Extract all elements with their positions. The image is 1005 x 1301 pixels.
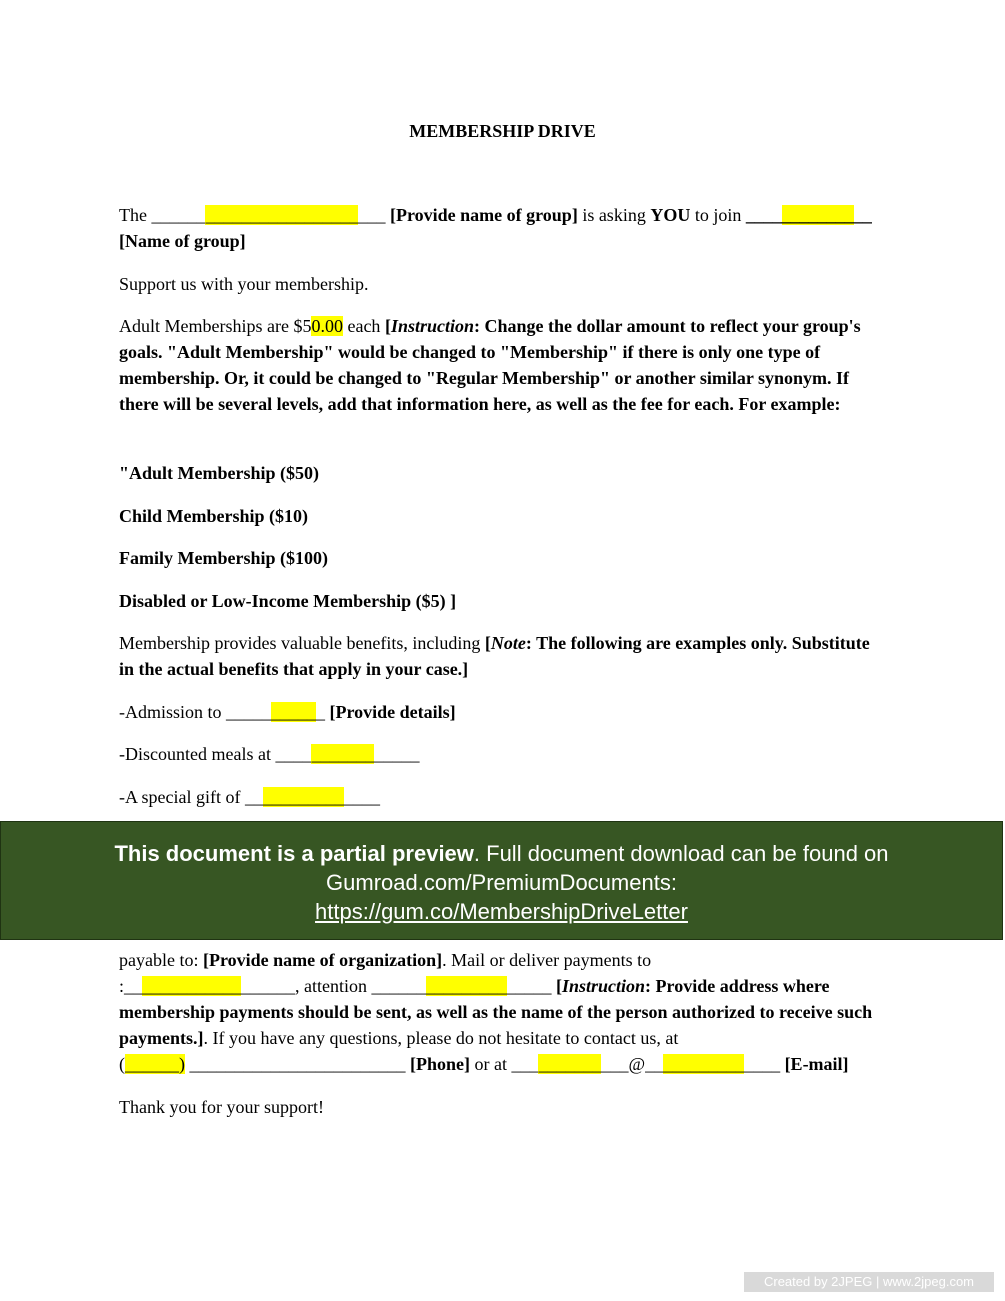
text: -Discounted meals at (119, 744, 276, 764)
blank: _ (316, 702, 326, 722)
blank: ___ (511, 1054, 539, 1074)
blank: ______ (241, 976, 296, 996)
banner-strong-text: This document is a partial preview (114, 841, 474, 866)
text: or at (470, 1054, 512, 1074)
support-paragraph: Support us with your membership. (119, 274, 369, 294)
level-family: Family Membership ($100) (119, 548, 328, 568)
blank-highlight: ___________ (142, 976, 242, 996)
blank-highlight: ______) (125, 1054, 185, 1074)
blank: __ (244, 787, 263, 807)
blank: __ (853, 205, 872, 225)
bracket: [ (484, 633, 491, 653)
amount-highlight: 0.00 (311, 316, 343, 336)
placeholder-details: [Provide details] (329, 702, 456, 722)
payment-paragraph (119, 947, 894, 1077)
benefit-admission (119, 699, 889, 725)
blank: ___@ (601, 1054, 646, 1074)
emphasis-you: YOU (650, 205, 691, 225)
instruction-label: Instruction (390, 316, 474, 336)
watermark: Created by 2JPEG | www.2jpeg.com (744, 1272, 994, 1292)
blank: _____ (226, 702, 272, 722)
text: The ______ (119, 205, 206, 225)
blank-highlight: _______ (311, 744, 375, 764)
blank: _____ (506, 976, 552, 996)
blank: ____ (744, 1054, 785, 1074)
text: each (342, 316, 385, 336)
text: to join (690, 205, 746, 225)
blank-highlight: _________ (663, 1054, 745, 1074)
placeholder-name-of-group: [Name of group] (119, 231, 246, 251)
closing-line: Thank you for your support! (119, 1097, 324, 1117)
placeholder-email: [E-mail] (784, 1054, 849, 1074)
text: ( (119, 1054, 125, 1074)
placeholder-organization: [Provide name of organization] (202, 950, 443, 970)
text: Membership provides valuable benefits, including (119, 633, 485, 653)
blank: __ (645, 1054, 664, 1074)
blank: __ (124, 976, 143, 996)
intro-paragraph (119, 202, 889, 254)
blank: ____ (745, 205, 782, 225)
note-text: : The following are examples only. Substitute in the actual benefits that apply in your case.] (119, 633, 870, 679)
text: -A special gift of (119, 787, 245, 807)
text: -Admission to (119, 702, 227, 722)
banner-line2: Gumroad.com/PremiumDocuments: (326, 870, 677, 895)
bracket: [ (384, 316, 391, 336)
preview-banner (0, 821, 1003, 940)
level-disabled: Disabled or Low-Income Membership ($5) ] (119, 591, 457, 611)
blank: ____ (275, 744, 312, 764)
blank-highlight: _______ (538, 1054, 602, 1074)
blank-highlight: _____ (271, 702, 317, 722)
instruction-text: : Provide address where membership payments should be sent, as well as the name of the person authorized to receive such payments.] (119, 976, 873, 1048)
text: . If you have any questions, please do not hesitate to contact us, at (203, 1028, 679, 1048)
blank-highlight: _________________ (205, 205, 359, 225)
blank-highlight: ________ (781, 205, 854, 225)
adult-membership-paragraph (119, 313, 879, 417)
text: , attention (295, 976, 372, 996)
page-title: MEMBERSHIP DRIVE (409, 121, 596, 141)
text: : (119, 976, 125, 996)
text: payable to: (119, 950, 203, 970)
benefit-meals (119, 741, 889, 767)
benefit-gift (119, 784, 889, 810)
text: . Mail or deliver payments to (442, 950, 652, 970)
placeholder-group-name: [Provide name of group] (389, 205, 578, 225)
instruction-label: Instruction (562, 976, 646, 996)
blank: ______ (371, 976, 426, 996)
text: Adult Memberships are $5 (119, 316, 312, 336)
blank-highlight: _________ (425, 976, 507, 996)
placeholder-phone: [Phone] (410, 1054, 470, 1074)
blank: ________________________ (185, 1054, 410, 1074)
banner-text: . Full document download can be found on (473, 841, 889, 866)
bracket: [ (556, 976, 562, 996)
instruction-text: : Change the dollar amount to reflect your group's goals. "Adult Membership" would be changed to "Membership" if there is only one type of membership. Or, it could be changed to "Regular Membership" or another similar synonym. If there will be several levels, add that information here, as well as the fee for each. For example: (119, 316, 861, 414)
level-adult: "Adult Membership ($50) (119, 463, 319, 483)
blank-highlight: _________ (262, 787, 344, 807)
level-child: Child Membership ($10) (119, 506, 308, 526)
benefits-paragraph (119, 630, 879, 682)
download-link[interactable]: https://gum.co/MembershipDriveLetter (315, 899, 688, 924)
blank: _____ (374, 744, 420, 764)
text: ___ (358, 205, 386, 225)
blank: ____ (343, 787, 380, 807)
text: is asking (577, 205, 651, 225)
note-label: Note (490, 633, 526, 653)
